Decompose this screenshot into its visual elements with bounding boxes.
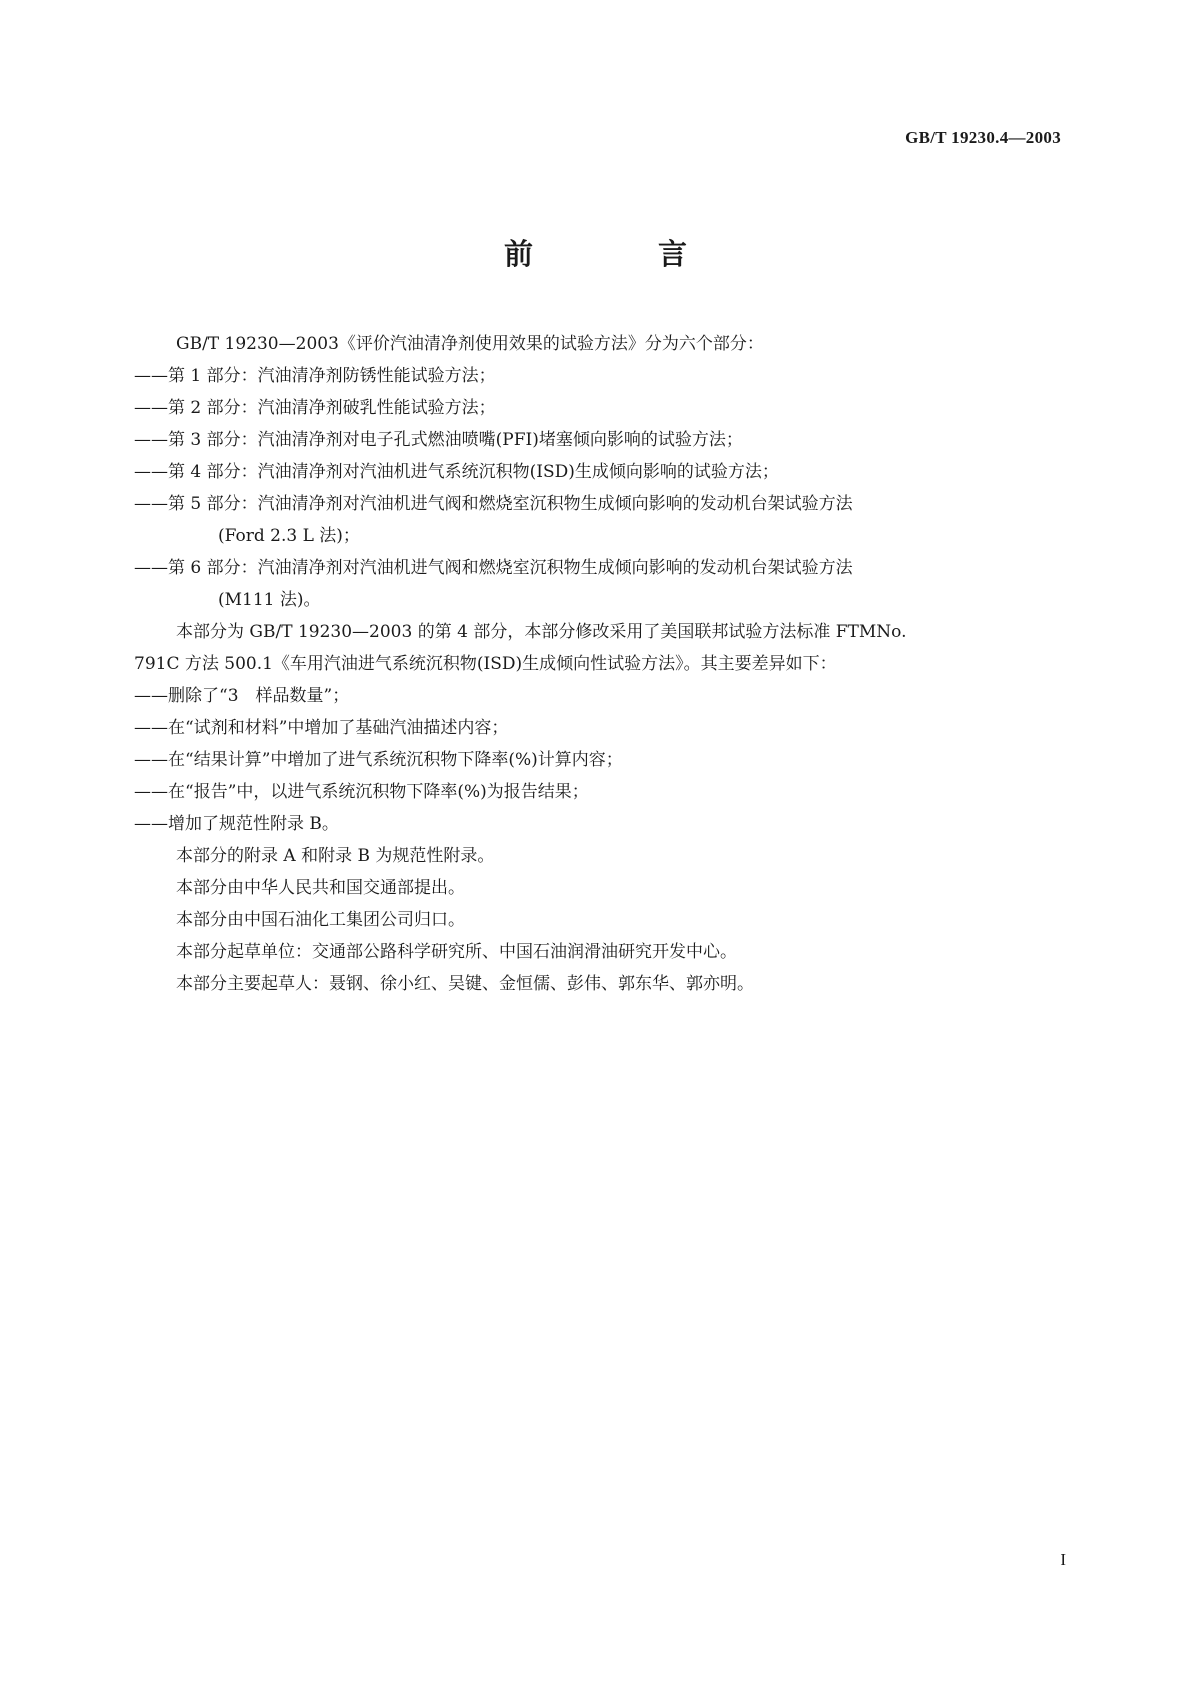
drafting-units: 本部分起草单位：交通部公路科学研究所、中国石油润滑油研究开发中心。 — [176, 942, 737, 962]
intro-paragraph: GB/T 19230—2003《评价汽油清净剂使用效果的试验方法》分为六个部分： — [176, 334, 764, 354]
foreword-body — [134, 328, 1056, 1000]
standard-code: GB/T 19230.4—2003 — [905, 128, 1061, 147]
difference-item: ——在“试剂和材料”中增加了基础汽油描述内容； — [134, 718, 509, 738]
part-6-item: ——第 6 部分：汽油清净剂对汽油机进气阀和燃烧室沉积物生成倾向影响的发动机台架试验方法 — [134, 558, 853, 578]
part-6-item-continuation: (M111 法)。 — [218, 590, 321, 610]
difference-item: ——删除了“3 样品数量”； — [134, 686, 350, 706]
part-1-item: ——第 1 部分：汽油清净剂防锈性能试验方法； — [134, 366, 496, 386]
part-5-item: ——第 5 部分：汽油清净剂对汽油机进气阀和燃烧室沉积物生成倾向影响的发动机台架试验方法 — [134, 494, 853, 514]
part-5-item-continuation: (Ford 2.3 L 法)； — [218, 526, 360, 546]
drafters: 本部分主要起草人：聂钢、徐小红、吴键、金恒儒、彭伟、郭东华、郭亦明。 — [176, 974, 754, 994]
centralized-by: 本部分由中国石油化工集团公司归口。 — [176, 910, 465, 930]
modification-paragraph-line1: 本部分为 GB/T 19230—2003 的第 4 部分，本部分修改采用了美国联邦试验方法标准 FTMNo. — [176, 622, 907, 642]
modification-paragraph-line2: 791C 方法 500.1《车用汽油进气系统沉积物(ISD)生成倾向性试验方法》。其主要差异如下： — [134, 654, 837, 674]
page-title: 前 言 — [503, 237, 735, 271]
part-2-item: ——第 2 部分：汽油清净剂破乳性能试验方法； — [134, 398, 496, 418]
difference-item: ——在“结果计算”中增加了进气系统沉积物下降率(%)计算内容； — [134, 750, 623, 770]
proposed-by: 本部分由中华人民共和国交通部提出。 — [176, 878, 465, 898]
part-4-item: ——第 4 部分：汽油清净剂对汽油机进气系统沉积物(ISD)生成倾向影响的试验方法； — [134, 462, 779, 482]
part-3-item: ——第 3 部分：汽油清净剂对电子孔式燃油喷嘴(PFI)堵塞倾向影响的试验方法； — [134, 430, 743, 450]
annex-note: 本部分的附录 A 和附录 B 为规范性附录。 — [176, 846, 495, 866]
page-number: I — [1060, 1550, 1066, 1569]
difference-item: ——在“报告”中，以进气系统沉积物下降率(%)为报告结果； — [134, 782, 589, 802]
difference-item: ——增加了规范性附录 B。 — [134, 814, 339, 834]
